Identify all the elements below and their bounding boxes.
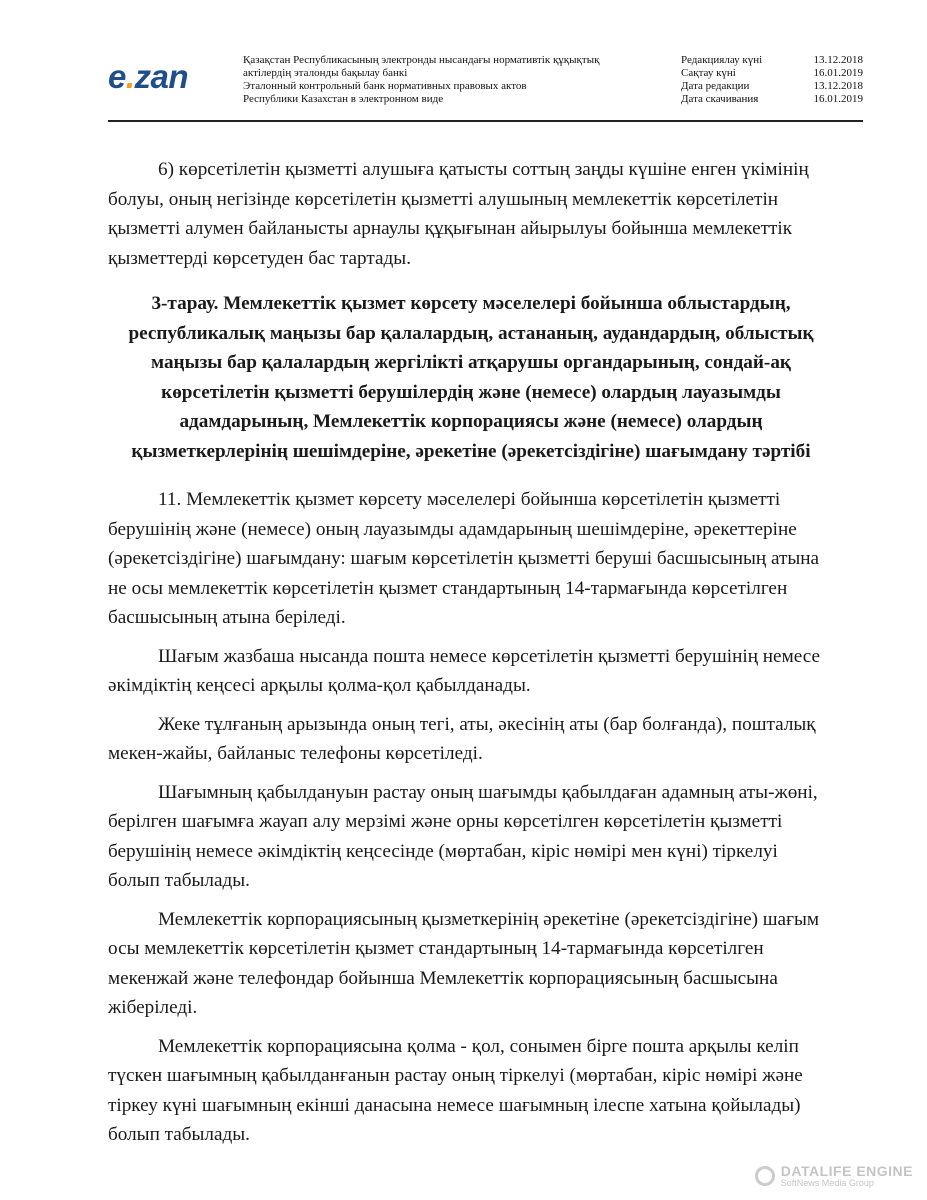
meta-label: Дата редакции <box>681 80 750 92</box>
header-title <box>243 54 663 106</box>
logo-prefix: e <box>108 58 126 95</box>
meta-row <box>681 54 863 67</box>
header-title-line: актілердің эталонды бақылау банкі <box>243 67 408 79</box>
meta-row <box>681 93 863 106</box>
body-paragraph: Мемлекеттік корпорациясына қолма - қол, сонымен бірге пошта арқылы келіп түскен шағымның қабылданғанын растау оның тіркелуі (мөртабан, кіріс нөмірі және тіркеу күні шағымның екінші данасына немесе шағымның ілеспе хатына қойылады) болып табылады. <box>108 1035 803 1145</box>
datalife-logo-icon <box>755 1166 775 1186</box>
document-body <box>108 155 834 1159</box>
body-paragraph: Жеке тұлғаның арызында оның тегі, аты, әкесінің аты (бар болғанда), пошталық мекен-жайы, байланыс телефоны көрсетіледі. <box>108 713 816 764</box>
header-title-line: Қазақстан Республикасының электронды нысандағы нормативтік құқықтық <box>243 54 600 66</box>
header-dates <box>681 54 863 106</box>
watermark-text <box>781 1164 913 1188</box>
header-title-line: Республики Казахстан в электронном виде <box>243 93 444 105</box>
header-divider <box>108 120 863 122</box>
meta-row <box>681 80 863 93</box>
body-paragraph: 11. Мемлекеттік қызмет көрсету мәселелері бойынша көрсетілетін қызметті берушінің және (немесе) оның лауазымды адамдарының шешімдеріне, әрекеттеріне (әрекетсіздігіне) шағымдану: шағым көрсетілетін қызметті беруші басшысының атына не осы мемлекеттік көрсетілетін қызмет стандартының 14-тармағында көрсетілген басшысының атына беріледі. <box>108 489 820 628</box>
meta-value: 13.12.2018 <box>813 80 863 92</box>
meta-value: 13.12.2018 <box>813 54 863 66</box>
meta-value: 16.01.2019 <box>813 93 863 105</box>
document-header <box>108 52 863 122</box>
datalife-watermark <box>755 1164 913 1188</box>
header-title-line: Эталонный контрольный банк нормативных правовых актов <box>243 80 527 92</box>
meta-value: 16.01.2019 <box>813 67 863 79</box>
body-paragraph-intro: 6) көрсетілетін қызметті алушыға қатысты соттың заңды күшіне енген үкімінің болуы, оның негізінде көрсетілетін қызметті алушының мемлекеттік көрсетілетін қызметті алумен байланысты арнаулы құқығынан айырылуы бойынша мемлекеттік қызметтерді көрсетуден бас тартады. <box>108 159 809 269</box>
meta-label: Сақтау күні <box>681 67 736 79</box>
logo-suffix: zan <box>134 58 189 95</box>
body-paragraph: Шағым жазбаша нысанда пошта немесе көрсетілетін қызметті берушінің немесе әкімдіктің кеңсесі арқылы қолма-қол қабылданады. <box>108 645 820 696</box>
meta-label: Дата скачивания <box>681 93 759 105</box>
body-paragraph: Шағымның қабылдануын растау оның шағымды қабылдаған адамның аты-жөні, берілген шағымға жауап алу мерзімі және орны көрсетілген көрсетілетін қызметті берушінің немесе әкімдіктің кеңсесінде (мөртабан, кіріс нөмірі мен күні) тіркелуі болып табылады. <box>108 781 818 891</box>
body-paragraph: Мемлекеттік корпорациясының қызметкерінің әрекетіне (әрекетсіздігіне) шағым осы мемлекеттік көрсетілетін қызмет стандартының 14-тармағында көрсетілген мекенжай және телефондар бойынша Мемлекеттік корпорациясының басшысына жіберіледі. <box>108 908 819 1018</box>
watermark-title: DATALIFE ENGINE <box>780 1163 913 1179</box>
ezan-logo <box>108 60 188 93</box>
meta-label: Редакциялау күні <box>681 54 763 66</box>
meta-row <box>681 67 863 80</box>
watermark-subtitle: SoftNews Media Group <box>780 1178 874 1188</box>
chapter-heading: 3-тарау. Мемлекеттік қызмет көрсету мәселелері бойынша облыстардың, республикалық маңызы бар қалалардың, астананың, аудандардың, облыстық маңызы бар қалалардың жергілікті атқарушы органдарының, сондай-ақ көрсетілетін қызметті берушілердің және (немесе) олардың лауазымды адамдарының, Мемлекеттік корпорациясы және (немесе) олардың қызметкерлерінің шешімдеріне, әрекетіне (әрекетсіздігіне) шағымдану тәртібі <box>128 293 814 462</box>
logo-dot: . <box>125 58 135 95</box>
